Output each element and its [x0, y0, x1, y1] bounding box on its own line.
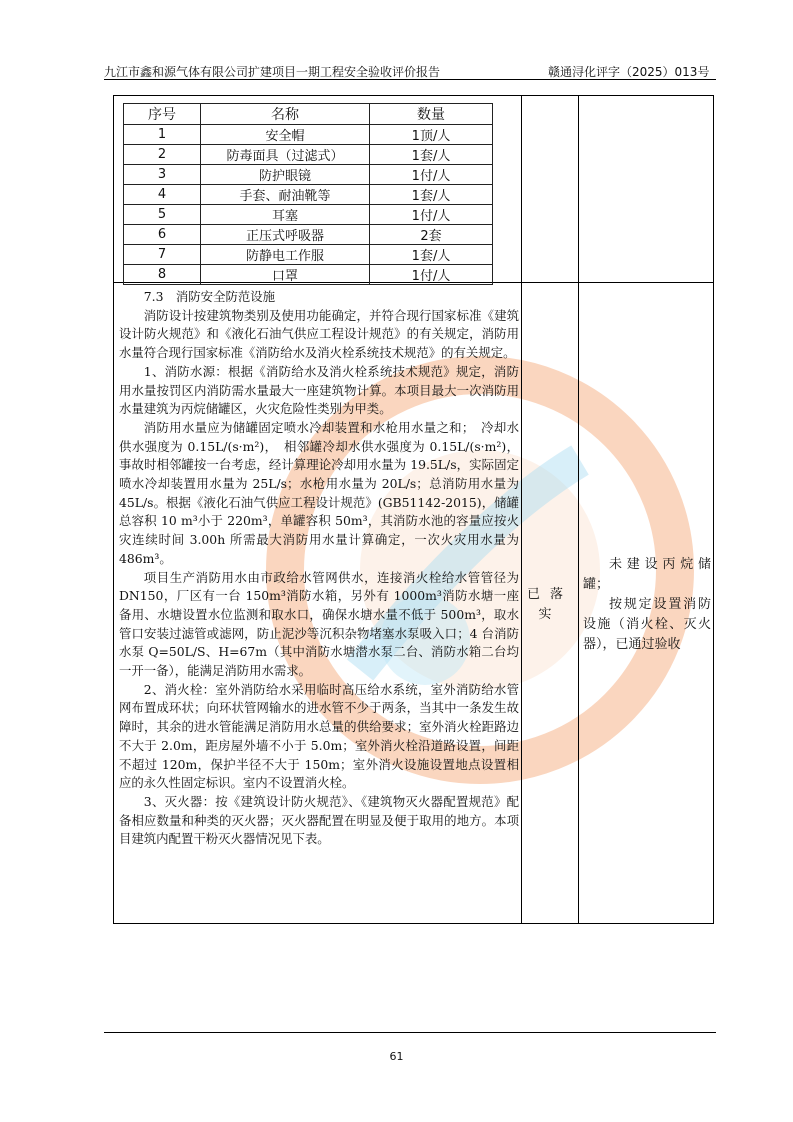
- row-name: 手套、耐油靴等: [201, 185, 370, 205]
- table-row: [124, 245, 493, 265]
- row-quantity: 1付/人: [370, 205, 493, 225]
- fire-safety-section: [119, 288, 519, 849]
- table-border-right: [713, 95, 714, 924]
- paragraph: 消防设计按建筑物类别及使用功能确定，并符合现行国家标准《建筑设计防火规范》和《液化石油气供应工程设计规范》的有关规定，消防用水量符合现行国家标准《消防给水及消火栓系统技术规范》的有关规定。: [119, 307, 519, 361]
- row-quantity: 1付/人: [370, 165, 493, 185]
- table-row: [124, 125, 493, 145]
- paragraph: 2、消火栓：室外消防给水采用临时高压给水系统，室外消防给水管网布置成环状；向环状管网输水的进水管不少于两条，当其中一条发生故障时，其余的进水管能满足消防用水总量的供给要求；室外消火栓距路边不大于 2.0m，距房屋外墙不小于 5.0m；室外消火栓沿道路设置，间距不超过 120m，保护半径不大于 150m；室外消火设施设置地点设置相应的永久性固定标识。室内不设置消火栓。: [119, 681, 519, 791]
- footer-divider: [104, 1032, 716, 1033]
- row-name: 安全帽: [201, 125, 370, 145]
- row-number: 2: [124, 145, 201, 165]
- col-header-quantity: 数量: [370, 104, 493, 125]
- table-border-bottom: [113, 923, 714, 924]
- ppe-table-header-row: [124, 104, 493, 125]
- row-name: 口罩: [201, 265, 370, 285]
- remark-line: 按规定设置消防设施（消火栓、灭火器），已通过验收: [583, 597, 711, 652]
- row-number: 1: [124, 125, 201, 145]
- row-number: 8: [124, 265, 201, 285]
- page-number: 61: [389, 1050, 404, 1063]
- implementation-status: 已落实: [526, 587, 573, 622]
- paragraph: 3、灭火器：按《建筑设计防火规范》、《建筑物灭火器配置规范》配备相应数量和种类的灭火器；灭火器配置在明显及便于取用的地方。本项目建筑内配置干粉灭火器情况见下表。: [119, 793, 519, 847]
- paragraph: 1、消防水源：根据《消防给水及消火栓系统技术规范》规定，消防用水量按罚区内消防需水量最大一座建筑物计算。本项目最大一次消防用水量建筑为丙烷储罐区，火灾危险性类别为甲类。: [119, 363, 519, 417]
- row-name: 防护眼镜: [201, 165, 370, 185]
- table-row: [124, 265, 493, 285]
- remark-line: 未建设丙烷储罐；: [583, 557, 711, 592]
- section-title: 7.3 消防安全防范设施: [143, 289, 276, 304]
- table-border-top: [113, 95, 714, 96]
- remarks: [583, 555, 711, 655]
- table-border-col2: [521, 95, 522, 924]
- row-quantity: 1套/人: [370, 185, 493, 205]
- table-row: [124, 225, 493, 245]
- header-divider: [104, 79, 716, 80]
- row-name: 耳塞: [201, 205, 370, 225]
- report-title: 九江市鑫和源气体有限公司扩建项目一期工程安全验收评价报告: [104, 65, 441, 79]
- row-quantity: 2套: [370, 225, 493, 245]
- col-header-name: 名称: [201, 104, 370, 125]
- row-name: 防毒面具（过滤式）: [201, 145, 370, 165]
- row-name: 防静电工作服: [201, 245, 370, 265]
- row-number: 7: [124, 245, 201, 265]
- paragraph: 消防用水量应为储罐固定喷水冷却装置和水枪用水量之和； 冷却水供水强度为 0.15L/(s·m²)， 相邻罐冷却水供水强度为 0.15L/(s·m²)，事故时相邻罐按一台考虑，经计算理论冷却用水量为 19.5L/s，实际固定喷水冷却装置用水量为 25L/s；水枪用水量为 20L/s；总消防用水量为 45L/s。根据《液化石油气供应工程设计规范》(GB51142-2015)，储罐总容积 10 m³小于 220m³，单罐容积 50m³，其消防水池的容量应按火灾连续时间 3.00h 所需最大消防用水量计算确定，一次火灾用水量为 486m³。: [119, 419, 519, 566]
- row-number: 3: [124, 165, 201, 185]
- table-row: [124, 185, 493, 205]
- paragraph: 项目生产消防用水由市政给水管网供水，连接消火栓给水管管径为 DN150，厂区有一台 150m³消防水箱，另外有 1000m³消防水塘一座备用、水塘设置水位监测和取水口，确保水塘水量不低于 500m³，取水管口安装过滤管或滤网，防止泥沙等沉积杂物堵塞水泵吸入口；4 台消防水泵 Q=50L/S、H=67m（其中消防水塘潜水泵二台、消防水箱二台均一开一备），能满足消防用水需求。: [119, 569, 519, 679]
- table-border-left: [113, 95, 114, 924]
- table-border-col3: [578, 95, 579, 924]
- row-number: 6: [124, 225, 201, 245]
- table-row: [124, 145, 493, 165]
- row-name: 正压式呼吸器: [201, 225, 370, 245]
- ppe-table: [123, 103, 493, 285]
- row-quantity: 1套/人: [370, 145, 493, 165]
- row-number: 4: [124, 185, 201, 205]
- table-row: [124, 205, 493, 225]
- table-row: [124, 165, 493, 185]
- row-quantity: 1付/人: [370, 265, 493, 285]
- row-quantity: 1顶/人: [370, 125, 493, 145]
- row-quantity: 1套/人: [370, 245, 493, 265]
- document-number: 赣通浔化评字（2025）013号: [548, 65, 710, 79]
- row-number: 5: [124, 205, 201, 225]
- col-header-number: 序号: [124, 104, 201, 125]
